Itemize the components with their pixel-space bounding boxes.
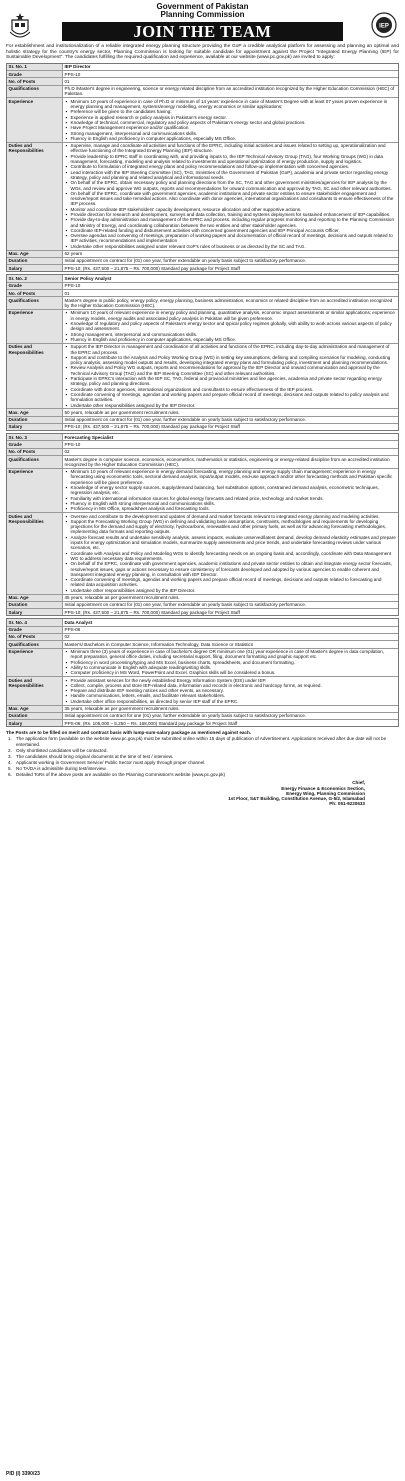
- sr-value: IEP Director: [64, 64, 91, 70]
- header: [0, 0, 405, 42]
- max-age-row: [7, 251, 398, 258]
- duties-list: [65, 678, 397, 704]
- experience-value: [63, 469, 398, 512]
- post-table: [6, 433, 399, 616]
- grade-row: [7, 627, 398, 634]
- experience-row: [7, 98, 398, 142]
- posts-value: 01: [64, 78, 70, 84]
- duty-item: ▪ Support and contribute to the Analysis and Policy Working Group (WG) in setting key assumptions, defining and compiling scenarios for modeling, conducting policy analysis, assessing model outputs and results, developing integrated energy plans and formulating policy, investment and planning recommendations.: [65, 355, 397, 366]
- max-age-row: [7, 706, 398, 713]
- duration-label: Duration: [7, 258, 63, 264]
- note-number: 3.: [8, 754, 12, 760]
- commission-title: Planning Commission: [160, 10, 245, 19]
- contact-line: Energy Wing, Planning Commission: [286, 790, 365, 796]
- duty-item: ▪ Oversee agendas and convening of meetings, preparation of working papers and documentation of official record of meetings, decisions and outputs related to IEP activities, recommendations and implementation: [65, 233, 397, 244]
- duty-item: ▪ Oversee and contribute to the development and updates of demand and market forecasts relevant to integrated energy planning and modeling activities.: [65, 514, 397, 519]
- qualifications-label: Qualifications: [7, 641, 63, 647]
- experience-item: ▪ Ability to communicate in English with adequate reading/writing skills.: [65, 665, 397, 670]
- duty-item: ▪ Provide day-to-day administration and management of the EPRC and process, including regular progress monitoring and reporting to the Planning Commission and Ministry of Energy, and coordinating collaboration between the two entities and other stakeholder agencies.: [65, 217, 397, 228]
- duration-value: Initial appointment on contract for (01) one year, further extendable on yearly basis subject to satisfactory performance.: [64, 417, 307, 423]
- grade-value: PPS-06: [64, 627, 81, 633]
- max-age-label: Max. Age: [7, 706, 63, 712]
- notes-header: The Posts are to be filled on merit and contract basis with lump-sum-salary package as mentioned against each.: [6, 730, 252, 736]
- duty-item: ▪ Lead interaction with the IEP Steering Committee (SC), TAG, ministries of the Government of Pakistan (GoP), academia and private sector regarding energy strategy, policy and planning and related analytical and informational needs.: [65, 170, 397, 181]
- max-age-value: 62 years: [64, 251, 83, 257]
- duties-list: [65, 143, 397, 249]
- qualifications-label: Qualifications: [7, 456, 63, 468]
- experience-item: ▪ Experience in applied research or policy analysis in Pakistan's energy sector.: [65, 115, 397, 120]
- sr-value: Forecasting Specialist: [64, 434, 114, 440]
- duty-item: ▪ Coordinate convening of meetings, agendas and working papers and prepare official record of meetings, decisions and outputs related to forecasting and related data acquisition activities.: [65, 577, 397, 588]
- posts-label: No. of Posts: [7, 290, 63, 296]
- experience-item: ▪ Minimum 10 years of experience in case of Ph.D or minimum of 14 years' experience in case of Master's Degree with at least 07 years proven experience in energy planning and management, systems/energy modelling, energy economics or similar applications;: [65, 99, 397, 110]
- salary-row: [7, 424, 398, 430]
- note-number: 1.: [8, 736, 12, 742]
- salary-value: PPS-10; (Rs. 437,500 – 21,875 – Rs. 700,000) Standard pay package for Project Staff: [64, 424, 240, 430]
- duty-item: ▪ Prepare and distribute IEP meeting notices and other events, as necessary.: [65, 688, 397, 693]
- join-the-team-banner: JOIN THE TEAM: [62, 22, 343, 41]
- exp-list: [65, 99, 397, 141]
- sr-value: Data Analyst: [64, 619, 93, 625]
- experience-label: Experience: [7, 310, 63, 343]
- posts-label: No. of Posts: [7, 449, 63, 455]
- duties-value: [63, 513, 398, 593]
- qualifications-label: Qualifications: [7, 86, 63, 98]
- duty-item: ▪ Support the Forecasting Working Group (WG) in defining and validating base assumptions, constraints, methodologies and requirements for developing projections for the demand and supply of electricity, hydrocarbons, renewables and other primary fuels, as well as for advancing forecasting methodologies, implementing data formats and reporting outputs.: [65, 519, 397, 535]
- grade-row: [7, 71, 398, 78]
- duty-item: ▪ Participate in EPRC's interaction with the IEP SC, TAG, federal and provincial ministries and line agencies, academia and private sector regarding energy strategy, policy and planning directions.: [65, 376, 397, 387]
- duties-value: [63, 677, 398, 704]
- qualifications-row: [7, 297, 398, 310]
- posts-row: [7, 449, 398, 456]
- max-age-label: Max. Age: [7, 251, 63, 257]
- experience-value: [63, 310, 398, 343]
- experience-item: ▪ Strong management, interpersonal and communications skills.: [65, 332, 397, 337]
- exp-list: [65, 469, 397, 511]
- posts-label: No. of Posts: [7, 634, 63, 640]
- duration-row: [7, 258, 398, 265]
- salary-value: PPS-10; (Rs. 437,500 – 21,875 – Rs. 700,000) Standard pay package for Project Staff: [64, 609, 240, 615]
- experience-item: ▪ Computer proficiency in MS Word, PowerPoint and Excel. Graphics skills will be considered a bonus.: [65, 670, 397, 675]
- note-text: The application form (available on the website www.pc.gov.pk) must be submitted online within 15 days of publication of Advertisement. Applications received after due date will not be entertained.: [16, 736, 387, 748]
- salary-label: Salary: [7, 609, 63, 615]
- qualifications-value: Master's/ Bachelors in Computer Science, Information Technology, Data Science or Statistics: [64, 641, 254, 647]
- iep-logo-icon: [371, 12, 397, 38]
- experience-item: ▪ Strong management, interpersonal and communications skills.: [65, 131, 397, 136]
- duration-row: [7, 417, 398, 424]
- sr-row: [7, 434, 398, 441]
- grade-label: Grade: [7, 441, 63, 447]
- experience-item: ▪ Minimum 10 years of relevant experience in energy demand forecasting, energy planning and energy supply chain management; experience in energy forecasting using econometric tools, sectoral demand analysis, input/output models, end-use approach and/or other forecasting methods and Pakistan specific experience will be given preference.: [65, 469, 397, 485]
- duties-list: [65, 344, 397, 408]
- duty-item: ▪ Analyze forecast results and undertake sensitivity analysis, assess impacts, evaluate unserved/latent demand, develop demand elasticity estimates and prepare inputs for energy optimization and simulation models, summarize supply assessments and price trends, and undertake forecasting reviews under various scenarios, etc.: [65, 535, 397, 551]
- post-table: [6, 274, 399, 431]
- salary-label: Salary: [7, 265, 63, 271]
- duty-item: ▪ Coordinate with Analysis and Policy and Modeling WGs to identify forecasting needs on an ongoing basis and, accordingly, coordinate with Data Management WG to address necessary data requirements.: [65, 551, 397, 562]
- note-text: Applicants working in Government Service/ Public Sector must apply through proper channel.: [16, 760, 206, 766]
- grade-value: PPS-10: [64, 441, 81, 447]
- experience-item: ▪ Fluency in English and proficiency in computer applications, especially MS Office.: [65, 136, 397, 141]
- note-number: 2.: [8, 748, 12, 754]
- contact-line: 1st Floor, S&T Building, Constitution Avenue, G-5/2, Islamabad: [228, 796, 365, 802]
- grade-label: Grade: [7, 627, 63, 633]
- salary-value: PPS-06; (Rs. 105,000 – 5,250 – Rs. 168,000) Standard pay package for Project Staff: [64, 720, 238, 726]
- duty-item: ▪ Provide leadership to EPRC staff in coordinating with, and providing inputs to, the IEP Technical Advisory Group (TAG), four Working Groups (WG) in data management, forecasting, modeling and analysis related to investments and operational optimization of energy production, supply and logistics.: [65, 154, 397, 165]
- qualifications-row: [7, 641, 398, 648]
- grade-value: PPS-10: [64, 283, 81, 289]
- experience-item: ▪ Familiarity with international information sources for global energy forecasts and related price, technology and market trends.: [65, 496, 397, 501]
- duties-label: Duties and Responsibilities: [7, 344, 63, 409]
- duty-item: ▪ Coordinate convening of meetings, agendas and working papers and prepare official record of meetings, decisions and outputs related to policy analysis and formulation activities.: [65, 392, 397, 403]
- exp-list: [65, 310, 397, 342]
- experience-item: ▪ Proficiency in word processing/typing and MS Excel, business charts, spreadsheets, and document formatting.: [65, 660, 397, 665]
- qualifications-row: [7, 456, 398, 469]
- posts-row: [7, 290, 398, 297]
- experience-label: Experience: [7, 98, 63, 141]
- grade-value: PPS-10: [64, 71, 81, 77]
- duty-item: ▪ On behalf of the EPRC, obtain necessary policy and planning directions from the SC, TAG and other government ministries/agencies for IEP analysis by the WGs, and review and approve WG outputs, reports and recommendations for onward communication and approval by TAG, SC and other relevant authorities.: [65, 180, 397, 191]
- pid-number: PID (I) 3390/23: [6, 1470, 40, 1477]
- duties-row: [7, 677, 398, 705]
- sr-label: Sr. No. 2: [7, 275, 63, 281]
- posts-row: [7, 78, 398, 85]
- contact-block: [0, 780, 405, 806]
- posts-row: [7, 634, 398, 641]
- posts-value: 01: [64, 290, 70, 296]
- qualifications-value: Ph.D /Master's degree in engineering, science or energy related discipline from an accredited institution recognized by the Higher Education Commission (HEC) of Pakistan.: [64, 86, 395, 97]
- experience-item: ▪ Minimum three (3) years of experience in case of bachelor's degree OR minimum one (01) year experience in case of Master's degree in data compilation, report preparation, general office duties, including secretarial support, filing, document formatting and graphic support etc.: [65, 649, 397, 660]
- contact-line: Ph: 051-9220633: [329, 801, 365, 807]
- duty-item: ▪ Collect, compile, process and store IEP-related data, information and records in electronic and hardcopy forms, as required.: [65, 683, 397, 688]
- note-number: 6.: [8, 772, 12, 778]
- experience-row: [7, 310, 398, 344]
- duties-value: [63, 344, 398, 409]
- experience-item: ▪ Knowledge of energy sector supply sources, supply/demand balancing, fuel substitution options, constrained demand analysis, econometric techniques, regression analysis, etc.: [65, 485, 397, 496]
- salary-row: [7, 720, 398, 726]
- sr-row: [7, 64, 398, 71]
- duties-value: [63, 143, 398, 250]
- max-age-label: Max. Age: [7, 409, 63, 415]
- experience-item: ▪ Preference will be given to the candidates having:: [65, 109, 397, 114]
- qualifications-value: Master's degree in computer science, economics, econometrics, mathematics or statistics, engineering or energy-related discipline from an accredited institution recognized by the Higher Education Commission (HEC).: [64, 456, 390, 467]
- sr-row: [7, 619, 398, 626]
- duration-label: Duration: [7, 417, 63, 423]
- duty-item: ▪ Coordinate with donor agencies, international organizations and consultants to ensure effectiveness of the IEP process.: [65, 387, 397, 392]
- note-text: Only shortlisted candidates will be contacted.: [16, 748, 108, 754]
- experience-label: Experience: [7, 469, 63, 512]
- duty-item: ▪ On behalf of the EPRC, coordinate with government agencies, academic institutions and private sector entities to obtain and integrate energy sector forecasts, resolve/report issues, gaps or actions necessary to ensure consistency of forecasts developed and adopted by various agencies to enable coherent and transparent integrated energy planning, in consultation with IEP Director.: [65, 561, 397, 577]
- duty-item: ▪ Supervise, manage and coordinate all activities and functions of the EPRC, including initial activities and issues related to setting up, operationalization and effective functioning of the Integrated Energy Planning (IEP) structure.: [65, 143, 397, 154]
- posts-label: No. of Posts: [7, 78, 63, 84]
- experience-item: ▪ Proficiency in MS Office, spreadsheet analysis and forecasting tools.: [65, 506, 397, 511]
- duration-row: [7, 713, 398, 720]
- max-age-label: Max. Age: [7, 595, 63, 601]
- max-age-value: 50 years, relaxable as per government recruitment rules.: [64, 409, 180, 415]
- iep-logo-text: IEP: [379, 23, 389, 30]
- salary-row: [7, 265, 398, 271]
- qualifications-row: [7, 86, 398, 99]
- sr-label: Sr. No. 3: [7, 434, 63, 440]
- duration-value: Initial appointment on contract for (01) one year, further extendable on yearly basis subject to satisfactory performance.: [64, 602, 307, 608]
- duration-label: Duration: [7, 602, 63, 608]
- grade-label: Grade: [7, 71, 63, 77]
- duty-item: ▪ Coordinate IEP-related funding and disbursement activities with concerned government agencies and IEP Principal Accounts Officer.: [65, 228, 397, 233]
- note-text: The candidates should bring original documents at the time of test / interview.: [16, 754, 174, 760]
- note-text: Detailed ToRs of the above posts are available on the Planning Commission's website (www.pc.gov.pk): [16, 772, 226, 778]
- sr-label: Sr. No. 4: [7, 619, 63, 625]
- government-title: Government of Pakistan: [156, 2, 249, 11]
- experience-item: ▪ Fluency in English and proficiency in computer applications, especially MS Office.: [65, 337, 397, 342]
- duration-value: Initial appointment on contract for one (01) year, further extendable on yearly basis subject to satisfactory performance.: [64, 713, 307, 719]
- duties-label: Duties and Responsibilities: [7, 143, 63, 250]
- experience-item: ▪ Knowledge of regulatory and policy aspects of Pakistan's energy sector and typical policy regimes globally, with ability to work across various aspects of policy design and assessment.: [65, 321, 397, 332]
- duty-item: ▪ Undertake other responsibilities assigned by the IEP Director.: [65, 403, 397, 408]
- duty-item: ▪ Provide direction for research and development, surveys and data collection, training and systems deployment for sustained enhancement of IEP capabilities.: [65, 212, 397, 217]
- salary-row: [7, 609, 398, 615]
- experience-value: [63, 649, 398, 676]
- experience-row: [7, 649, 398, 677]
- post-table: [6, 618, 399, 727]
- experience-item: ▪ Minimum 10 years of relevant experience in energy policy and planning, quantitative analysis, economic impact assessments or similar applications; experience in energy models, energy audits and associated policy analysis in Pakistan will be given preference.: [65, 310, 397, 321]
- contact-line: Chief,: [352, 780, 365, 786]
- duty-item: ▪ Review Analysis and Policy WG outputs, reports and recommendations for approval by the IEP Director and onward communication and approval by the Technical Advisory Group (TAG) and the IEP Steering Committee (SC) and other relevant authorities.: [65, 365, 397, 376]
- note-number: 5.: [8, 766, 12, 772]
- experience-item: ▪ Knowledge of technical, commercial, regulatory and policy aspects of Pakistan's energy sector and global practices.: [65, 120, 397, 125]
- sr-label: Sr. No. 1: [7, 64, 63, 70]
- sr-row: [7, 275, 398, 282]
- duty-item: ▪ Support the IEP Director in management and coordination of all activities and functions of the EPRC, including day-to-day administration and management of the EPRC and process.: [65, 344, 397, 355]
- note-text: No TA/DA is admissible during test/interview.: [16, 766, 107, 772]
- duty-item: ▪ Undertake other responsibilities assigned by the IEP Director.: [65, 588, 397, 593]
- max-age-row: [7, 595, 398, 602]
- duties-row: [7, 143, 398, 251]
- experience-value: [63, 98, 398, 141]
- duties-label: Duties and Responsibilities: [7, 677, 63, 704]
- duty-item: ▪ Handle communications, letters, emails, and facilitate relevant stakeholders.: [65, 693, 397, 698]
- duty-item: ▪ Undertake other responsibilities assigned under relevant GoP's rules of business or as directed by the SC and TAG.: [65, 244, 397, 249]
- experience-item: ▪ Fluency in English with strong interpersonal and communications skills.: [65, 501, 397, 506]
- duties-row: [7, 513, 398, 594]
- duties-label: Duties and Responsibilities: [7, 513, 63, 593]
- exp-list: [65, 649, 397, 675]
- note-item: [6, 772, 399, 778]
- duration-label: Duration: [7, 713, 63, 719]
- experience-row: [7, 469, 398, 513]
- footnotes: [6, 730, 399, 778]
- notes-list: [6, 736, 399, 778]
- max-age-row: [7, 409, 398, 416]
- duties-row: [7, 344, 398, 410]
- grade-label: Grade: [7, 283, 63, 289]
- note-number: 4.: [8, 760, 12, 766]
- grade-row: [7, 441, 398, 448]
- salary-label: Salary: [7, 720, 63, 726]
- duty-item: ▪ Contribute to formulation of integrated energy plans and policy recommendations and follow-up implementation with concerned agencies.: [65, 164, 397, 169]
- experience-item: ▪ Have Project Management experience and/or qualification: [65, 125, 397, 130]
- duty-item: ▪ On behalf of the EPRC, coordinate with government agencies, academic institutions and private sector entities to ensure stakeholder engagement and resolve/report issues and take remedial actions. Also coordinate with donor agencies, international organizations and consultants to ensure effectiveness of the IEP process.: [65, 191, 397, 207]
- grade-row: [7, 283, 398, 290]
- salary-value: PPS-10; (Rs. 437,500 – 21,875 – Rs. 700,000) Standard pay package for Project Staff: [64, 265, 240, 271]
- salary-label: Salary: [7, 424, 63, 430]
- max-age-value: 45 years, relaxable as per government recruitment rules.: [64, 595, 180, 600]
- qualifications-label: Qualifications: [7, 297, 63, 309]
- duties-list: [65, 514, 397, 593]
- duty-item: ▪ Undertake other office responsibilities, as directed by senior IEP staff of the EPRC.: [65, 699, 397, 704]
- post-table: [6, 63, 399, 273]
- posts-value: 02: [64, 634, 70, 640]
- note-item: [6, 736, 399, 748]
- sr-value: Senior Policy Analyst: [64, 275, 112, 281]
- qualifications-value: Master's degree in public policy, energy policy, energy planning, business administration, economics or related discipline from an accredited institution recognized by the Higher Education Commission (HEC).: [64, 297, 393, 309]
- posts-container: [0, 63, 405, 728]
- posts-value: 02: [64, 449, 70, 455]
- contact-line: Energy Finance & Economics Section,: [281, 785, 365, 791]
- experience-label: Experience: [7, 649, 63, 676]
- duration-row: [7, 602, 398, 609]
- duty-item: ▪ Monitor and coordinate IEP stakeholders' capacity development, resource allocation and other supportive actions.: [65, 207, 397, 212]
- max-age-value: 35 years, relaxable as per government recruitment rules.: [64, 706, 180, 712]
- duty-item: ▪ Provide assistant services for the newly established Energy Information System (EIS) under IEP.: [65, 678, 397, 683]
- intro-paragraph: For establishment and institutionalization of a reliable integrated energy planning structure providing the GoP a credible analytical platform for assessing and planning an optimal and holistic strategy for the country's energy sector, Planning Commission is looking for suitable candidate for appointment against the Project "Integrated Energy Planning (IEP) for Sustainable Development". The candidates fulfilling the required qualification and experience, available at our website (www.pc.gov.pk) are invited to apply:: [6, 44, 399, 61]
- duration-value: Initial appointment on contract for (01) one year, further extendable on yearly basis subject to satisfactory performance.: [64, 258, 307, 264]
